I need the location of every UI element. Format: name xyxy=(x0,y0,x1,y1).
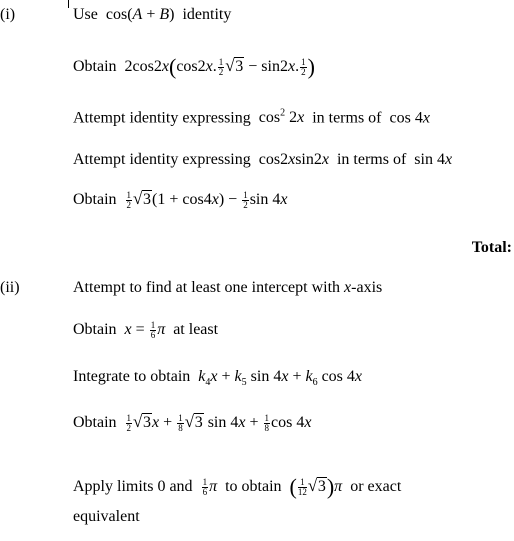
step-ii-5-cont: equivalent xyxy=(73,508,140,525)
step-ii-4: Obtain $\frac{1}{2}$ √ 3x + $\frac{1}{8}$ √ 3 sin 4x + $\frac{1}{8}$ cos 4x xyxy=(73,414,311,433)
step-i-2: Obtain 2cos2x(cos2x. $\frac{1}{2}$ √ 3 − sin2x. $\frac{1}{2}$ ) xyxy=(73,58,315,77)
step-i-4: Attempt identity expressing cos2xsin2x in terms of sin 4x xyxy=(73,151,453,168)
step-i-5: Obtain $\frac{1}{2}$ √ 3(1 + cos4x) − $\frac{1}{2}$ sin 4x xyxy=(73,191,287,210)
part-ii-label: (ii) xyxy=(0,279,20,296)
step-ii-5: Apply limits 0 and $\frac{1}{6}$ π to obtain ( $\frac{1}{12}$ √ 3)π or exact xyxy=(73,478,401,497)
margin-tick xyxy=(68,0,69,8)
total-label: Total: xyxy=(471,239,512,256)
step-ii-1: Attempt to find at least one intercept with x-axis xyxy=(73,279,383,296)
step-ii-3: Integrate to obtain $k_4x + k_5$ $\sin 4x + k_6$ cos 4x xyxy=(73,368,363,389)
step-i-3: Attempt identity expressing $\cos^2 2x$ in terms of cos 4x xyxy=(73,108,430,127)
step-ii-2: Obtain x = $\frac{1}{6}$ π at least xyxy=(73,320,219,340)
step-i-1: Use cos(A + B) identity xyxy=(73,6,232,23)
part-i-label: (i) xyxy=(0,6,16,23)
